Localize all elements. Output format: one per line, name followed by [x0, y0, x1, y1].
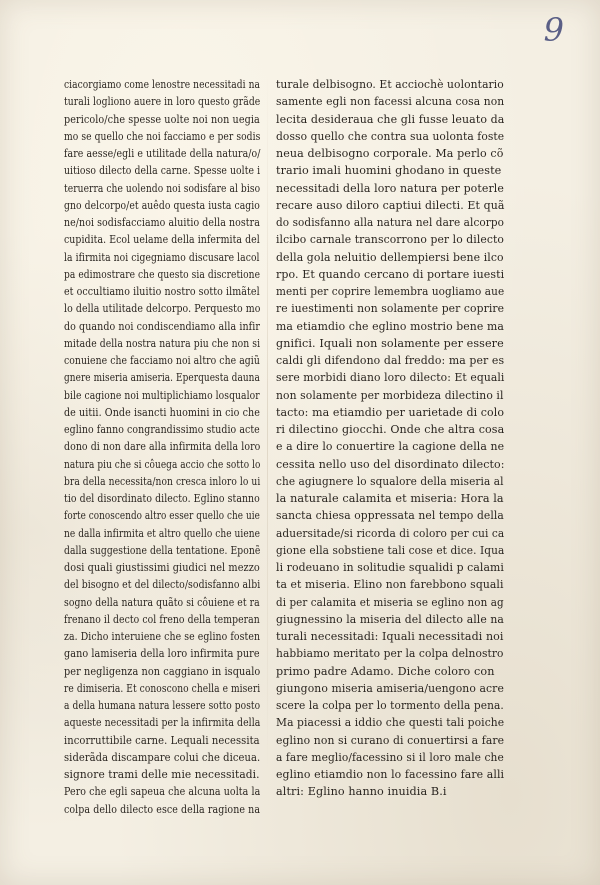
text-line: fare aesse/egli e utilitade della natura/o/ [64, 147, 261, 160]
text-line: ne dalla infirmita et altro quello che uiene [64, 526, 261, 540]
text-line: a della humana natura lessere sotto posto [64, 699, 261, 712]
text-line: gno delcorpo/et auêdo questa iusta cagio [64, 198, 260, 212]
text-line: giungono miseria amiseria/uengono acre [276, 681, 504, 695]
text-line: per negligenza non caggiano in isqualo [64, 664, 261, 678]
text-line: a fare meglio/facessino si il loro male che [276, 750, 504, 764]
text-line: et occultiamo iluitio nostro sotto ilmãtel [64, 285, 260, 298]
text-line: gnifici. Iquali non solamente per essere [276, 336, 504, 350]
text-line: re iuestimenti non solamente per coprire [276, 302, 505, 316]
text-line: do sodisfanno alla natura nel dare alcorpo [276, 216, 505, 229]
text-line: bile cagione noi multiplichiamo losqualor [64, 388, 260, 402]
text-line: ta et miseria. Elino non farebbono squali [276, 578, 504, 592]
text-line: tio del disordinato dilecto. Eglino stanno [64, 492, 260, 505]
text-line: mitade della nostra natura piu che non si [64, 336, 261, 350]
text-line: sere morbidi diano loro dilecto: Et equali [276, 371, 505, 385]
text-line: ne/noi sodisfacciamo aluitio della nostra [64, 216, 260, 229]
text-line: de uitii. Onde isancti huomini in cio che [64, 405, 260, 419]
text-line: menti per coprire lemembra uogliamo aue [276, 285, 505, 298]
text-line: trario imali huomini ghodano in queste [276, 164, 502, 178]
text-line: dono di non dare alla infirmita della loro [64, 440, 261, 454]
text-line: recare auso diloro captiui dilecti. Et quã [276, 198, 505, 212]
text-line: uitioso dilecto della carne. Spesse uolte i [64, 164, 261, 178]
text-line: sogno della natura quãto si côuiene et ra [64, 595, 260, 609]
text-line: pa edimostrare che questo sia discretione [64, 267, 261, 281]
text-line: non solamente per morbideza dilectino il [276, 388, 504, 402]
text-line: frenano il decto col freno della temperan [64, 612, 260, 626]
right-text-column [276, 76, 504, 801]
text-line: e a dire lo conuertire la cagione della ne [276, 440, 505, 454]
text-line: la naturale calamita et miseria: Hora la [276, 492, 504, 505]
text-line: lo della utilitade delcorpo. Perquesto mo [64, 302, 261, 316]
text-line: gione ella sobstiene tali cose et dice. Iqua [276, 543, 505, 557]
text-line: ma etiamdio che eglino mostrio bene ma [276, 319, 504, 333]
text-line: di per calamita et miseria se eglino non ag [276, 595, 504, 609]
left-text-column [64, 76, 260, 818]
text-line: ciacorgiamo come lenostre necessitadi na [64, 78, 261, 91]
text-line: neua delbisogno corporale. Ma perlo cõ [276, 147, 504, 160]
text-line: za. Dicho interuiene che se eglino fosten [64, 630, 261, 643]
text-line: rpo. Et quando cercano di portare iuesti [276, 267, 505, 281]
text-line: colpa dello dilecto esce della ragione na [64, 802, 261, 816]
text-line: mo se quello che noi facciamo e per sodis [64, 129, 261, 143]
text-line: caldi gli difendono dal freddo: ma per es [276, 354, 505, 367]
text-line: gnere miseria amiseria. Eperquesta dauna [64, 371, 260, 385]
text-line: Ma piacessi a iddio che questi tali poiche [276, 716, 505, 730]
text-line: che agiugnere lo squalore della miseria al [276, 474, 504, 488]
text-line: primo padre Adamo. Diche coloro con [276, 664, 495, 678]
text-line: bra della necessita/non cresca inloro lo ui [64, 474, 261, 488]
text-line: eglino etiamdio non lo facessino fare alli [276, 768, 505, 781]
text-line: dosso quello che contra sua uolonta foste [276, 129, 505, 143]
text-line: aduersitade/si ricorda di coloro per cui ca [276, 526, 505, 540]
text-line: dalla suggestione della tentatione. Eponẽ [64, 543, 261, 557]
text-line: teruerra che uolendo noi sodisfare al biso [64, 181, 261, 195]
text-line: do quando noi condiscendiamo alla infir [64, 319, 260, 333]
text-line: necessitadi della loro natura per poterle [276, 181, 504, 195]
text-line: tacto: ma etiamdio per uarietade di colo [276, 405, 505, 419]
text-line: aqueste necessitadi per la infirmita della [64, 716, 261, 730]
text-line: siderãda discampare colui che diceua. [64, 750, 261, 764]
text-line: re dimiseria. Et conoscono chella e miseri [64, 681, 261, 695]
text-line: cupidita. Ecol uelame della infermita del [64, 233, 260, 247]
text-line: sancta chiesa oppressata nel tempo della [276, 509, 504, 523]
text-line: turali logliono auere in loro questo grãde [64, 95, 261, 109]
text-line: ilcibo carnale transcorrono per lo dilecto [276, 233, 504, 247]
text-line: la ifirmita noi cigegniamo discusare lacol [64, 250, 260, 264]
text-line: pericolo/che spesse uolte noi non uegia [64, 112, 260, 126]
folio-number: 9 [543, 11, 564, 49]
text-line: samente egli non facessi alcuna cosa non [276, 95, 505, 109]
text-line: della gola neluitio dellempiersi bene ilco [276, 250, 504, 264]
text-line: lecita desideraua che gli fusse leuato da [276, 112, 505, 126]
text-line: natura piu che si côuega accio che sotto lo [64, 457, 261, 471]
text-line: Pero che egli sapeua che alcuna uolta la [64, 785, 261, 799]
text-line: ri dilectino giocchi. Onde che altra cosa [276, 423, 505, 436]
text-line: turali necessitadi: Iquali necessitadi noi [276, 630, 504, 643]
text-line: altri: Eglino hanno inuidia B.i [276, 785, 447, 799]
text-line: incorruttibile carne. Lequali necessita [64, 733, 260, 747]
text-line: eglino non si curano di conuertirsi a fare [276, 733, 505, 747]
text-line: dosi quali giustissimi giudici nel mezzo [64, 561, 260, 574]
text-line: cessita nello uso del disordinato dilecto: [276, 457, 505, 471]
text-line: li rodeuano in solitudie squalidi p calami [276, 561, 505, 574]
text-line: conuiene che facciamo noi altro che agiũ [64, 354, 260, 367]
column-gutter [267, 70, 268, 770]
text-line: del bisogno et del dilecto/sodisfanno albi [64, 578, 261, 592]
text-line: forte conoscendo altro esser quello che uie [64, 509, 260, 523]
text-line: habbiamo meritato per la colpa delnostro [276, 647, 504, 661]
text-line: signore trami delle mie necessitadi. [64, 768, 260, 781]
text-line: eglino fanno congrandissimo studio acte [64, 423, 260, 436]
text-line: scere la colpa per lo tormento della pena. [276, 699, 504, 712]
text-line: turale delbisogno. Et acciochè uolontario [276, 78, 504, 91]
text-line: giugnessino la miseria del dilecto alle na [276, 612, 504, 626]
text-line: gano lamiseria della loro infirmita pure [64, 647, 260, 661]
